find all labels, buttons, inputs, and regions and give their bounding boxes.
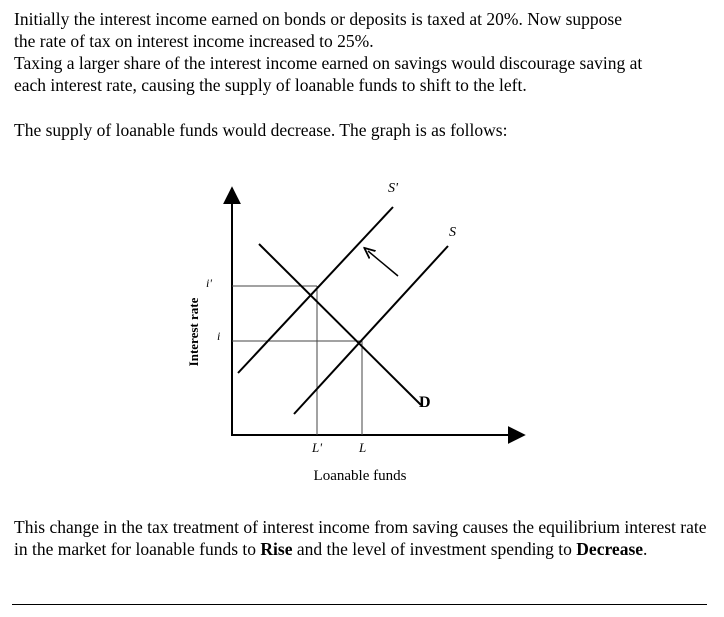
conclusion-text-b: and the level of investment spending to bbox=[292, 539, 577, 559]
bottom-divider bbox=[12, 604, 707, 605]
y-axis-label: Interest rate bbox=[186, 297, 201, 367]
conclusion-paragraph bbox=[14, 516, 714, 560]
shift-arrow bbox=[368, 251, 398, 276]
rate-label: i bbox=[217, 329, 221, 343]
graph-intro-paragraph: The supply of loanable funds would decrease. The graph is as follows: bbox=[14, 120, 508, 140]
rate-new-label: i' bbox=[206, 276, 212, 290]
conclusion-text-c: . bbox=[643, 539, 648, 559]
conclusion-text-a: This change in the tax treatment of interest income from saving causes the equilibrium interest rate in the market for loanable funds to bbox=[14, 517, 707, 559]
supply-new-curve bbox=[238, 207, 393, 373]
demand-label: D bbox=[419, 394, 431, 411]
decrease-emphasis: Decrease bbox=[576, 539, 644, 559]
intro-line-2: the rate of tax on interest income increased to 25%. bbox=[14, 31, 374, 51]
supply-label: S bbox=[449, 225, 456, 240]
quantity-label: L bbox=[359, 440, 367, 455]
intro-line-3: Taxing a larger share of the interest income earned on savings would discourage saving at bbox=[14, 53, 643, 73]
intro-line-4: each interest rate, causing the supply of loanable funds to shift to the left. bbox=[14, 75, 527, 95]
x-axis-label: Loanable funds bbox=[313, 468, 407, 484]
quantity-new-label: L' bbox=[312, 440, 323, 455]
intro-line-1: Initially the interest income earned on bonds or deposits is taxed at 20%. Now suppose bbox=[14, 9, 622, 29]
rise-emphasis: Rise bbox=[260, 539, 293, 559]
supply-new-label: S' bbox=[388, 181, 398, 196]
